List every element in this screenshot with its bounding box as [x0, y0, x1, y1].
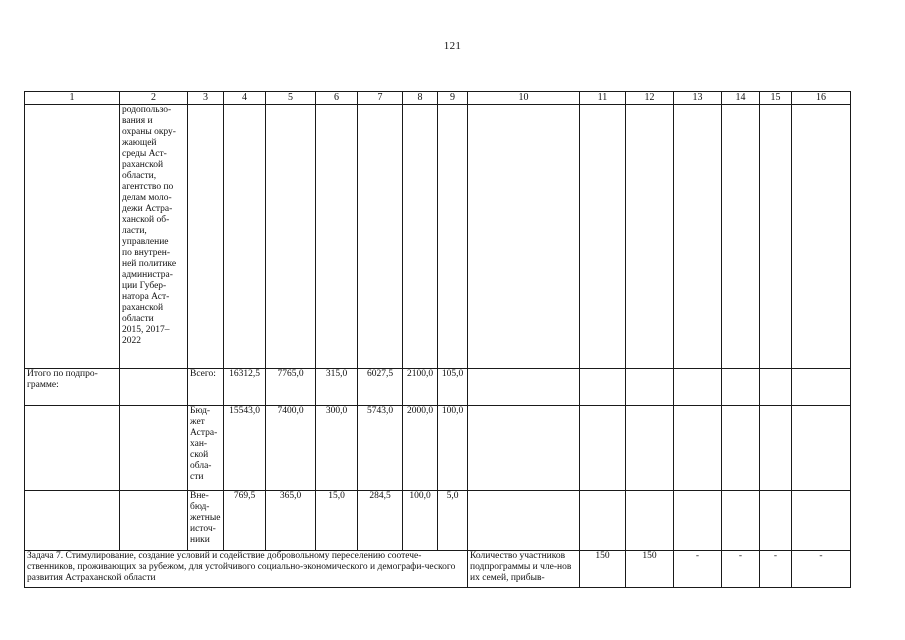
table-cell [674, 406, 722, 491]
column-header: 1 [25, 92, 120, 105]
executor-cell [120, 105, 188, 369]
table-cell [224, 105, 266, 369]
column-header: 14 [722, 92, 760, 105]
table-cell [25, 105, 120, 369]
executor-line: охраны окру- [122, 127, 176, 137]
table-cell [120, 406, 188, 491]
executor-line: администра- [122, 270, 173, 280]
table-cell [468, 369, 580, 406]
amount-year: 365,0 [266, 491, 316, 551]
amount-year: 5743,0 [358, 406, 403, 491]
table-cell [25, 406, 120, 491]
executor-line: ласти, [122, 226, 147, 236]
table-cell [580, 369, 626, 406]
table-cell [626, 406, 674, 491]
column-header: 5 [266, 92, 316, 105]
table-cell [316, 105, 358, 369]
table-cell [120, 491, 188, 551]
table-cell [580, 491, 626, 551]
indicator-value: 150 [580, 551, 626, 588]
program-table [24, 91, 851, 588]
indicator-value: - [674, 551, 722, 588]
table-cell [266, 105, 316, 369]
funding-source-line: источ- [190, 524, 216, 534]
table-cell [722, 369, 760, 406]
table-cell [188, 105, 224, 369]
executor-line: вания и [122, 116, 153, 126]
executor-line: по внутрен- [122, 248, 171, 258]
executor-line: раханской [122, 160, 164, 170]
table-row-total [25, 369, 851, 406]
executor-line: делам моло- [122, 193, 172, 203]
executor-line: 2022 [122, 336, 141, 346]
table-cell [792, 105, 851, 369]
funding-source-line: жетные [190, 513, 221, 523]
indicator-value: - [722, 551, 760, 588]
funding-source-line: Вне- [190, 491, 209, 501]
table-cell [792, 491, 851, 551]
funding-source-line: ской [190, 450, 209, 460]
amount-total: 15543,0 [224, 406, 266, 491]
table-cell [760, 105, 792, 369]
funding-source-line: Бюд- [190, 406, 211, 416]
table-cell [358, 105, 403, 369]
executor-line: жающей [122, 138, 157, 148]
table-cell [626, 369, 674, 406]
column-header: 12 [626, 92, 674, 105]
funding-source-line: ники [190, 535, 210, 545]
column-header: 2 [120, 92, 188, 105]
column-header: 3 [188, 92, 224, 105]
column-header: 8 [403, 92, 438, 105]
amount-total: 769,5 [224, 491, 266, 551]
amount-year: 7400,0 [266, 406, 316, 491]
amount-year: 105,0 [438, 369, 468, 406]
funding-source-line: обла- [190, 461, 212, 471]
column-header: 11 [580, 92, 626, 105]
amount-year: 100,0 [403, 491, 438, 551]
column-number-row [25, 92, 851, 105]
funding-source: Всего: [188, 369, 224, 406]
executor-line: агентство по [122, 182, 174, 192]
amount-year: 2100,0 [403, 369, 438, 406]
table-row-extrabudgetary [25, 491, 851, 551]
table-cell [792, 369, 851, 406]
executor-line: управление [122, 237, 169, 247]
funding-source-line: хан- [190, 439, 208, 449]
table-cell [674, 105, 722, 369]
executor-line: области, [122, 171, 157, 181]
amount-year: 284,5 [358, 491, 403, 551]
table-cell [760, 491, 792, 551]
table-cell [580, 105, 626, 369]
funding-source [188, 491, 224, 551]
executor-line: среды Аст- [122, 149, 167, 159]
task-description: Задача 7. Стимулирование, создание условий и содействие добровольному переселению соотече-ственников, проживающих за рубежом, для устойчивого социально-экономического и демографи-ческого развития Астраханской области [25, 551, 468, 588]
executor-line: области [122, 314, 154, 324]
table-cell [760, 406, 792, 491]
total-label: Итого по подпро-грамме: [25, 369, 120, 406]
column-header: 6 [316, 92, 358, 105]
executor-line: дежи Астра- [122, 204, 173, 214]
indicator-value: - [792, 551, 851, 588]
column-header: 13 [674, 92, 722, 105]
table-cell [760, 369, 792, 406]
table-cell [468, 105, 580, 369]
indicator-value: 150 [626, 551, 674, 588]
indicator-value: - [760, 551, 792, 588]
table-cell [468, 406, 580, 491]
table-row-task-7 [25, 551, 851, 588]
table-cell [674, 491, 722, 551]
funding-source [188, 406, 224, 491]
amount-year: 6027,5 [358, 369, 403, 406]
funding-source-line: сти [190, 472, 204, 482]
funding-source-line: жет [190, 417, 205, 427]
column-header: 10 [468, 92, 580, 105]
amount-year: 315,0 [316, 369, 358, 406]
amount-total: 16312,5 [224, 369, 266, 406]
table-row-executors [25, 105, 851, 369]
executor-line: 2015, 2017– [122, 325, 170, 335]
amount-year: 5,0 [438, 491, 468, 551]
table-cell [580, 406, 626, 491]
table-cell [722, 406, 760, 491]
amount-year: 15,0 [316, 491, 358, 551]
column-header: 16 [792, 92, 851, 105]
table-cell [468, 491, 580, 551]
table-row-regional-budget [25, 406, 851, 491]
column-header: 15 [760, 92, 792, 105]
table-cell [674, 369, 722, 406]
column-header: 4 [224, 92, 266, 105]
funding-source-line: Астра- [190, 428, 218, 438]
executor-line: натора Аст- [122, 292, 170, 302]
executor-line: ции Губер- [122, 281, 167, 291]
column-header: 9 [438, 92, 468, 105]
table-cell [438, 105, 468, 369]
table-cell [722, 491, 760, 551]
page-number: 121 [443, 40, 462, 52]
amount-year: 300,0 [316, 406, 358, 491]
funding-source-line: бюд- [190, 502, 210, 512]
amount-year: 2000,0 [403, 406, 438, 491]
amount-year: 7765,0 [266, 369, 316, 406]
executor-line: родопользо- [122, 105, 172, 115]
amount-year: 100,0 [438, 406, 468, 491]
indicator-name: Количество участников подпрограммы и чле-нов их семей, прибыв- [468, 551, 580, 588]
executor-line: ней политике [122, 259, 177, 269]
executor-line: ханской об- [122, 215, 170, 225]
executor-line: раханской [122, 303, 164, 313]
table-cell [403, 105, 438, 369]
column-header: 7 [358, 92, 403, 105]
table-cell [626, 491, 674, 551]
table-cell [792, 406, 851, 491]
table-cell [722, 105, 760, 369]
table-cell [626, 105, 674, 369]
table-cell [25, 491, 120, 551]
table-cell [120, 369, 188, 406]
